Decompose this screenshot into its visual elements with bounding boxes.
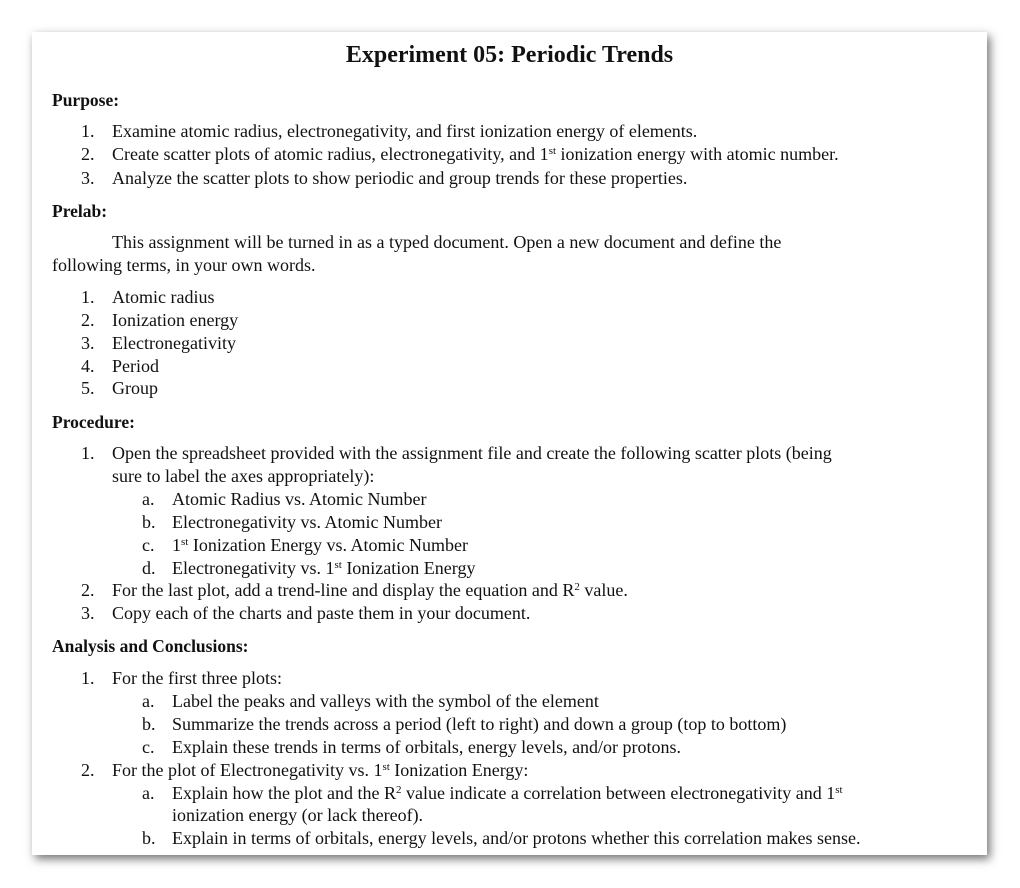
analysis-sub-letter: b. [142,828,156,848]
prelab-item: Period [112,356,159,376]
procedure-item-number: 1. [81,443,95,463]
analysis-sub-letter: b. [142,714,156,734]
prelab-item-number: 1. [81,287,95,307]
analysis-sub-letter: a. [142,691,155,711]
procedure-item-number: 2. [81,580,95,600]
procedure-sub-letter: a. [142,489,155,509]
page-title: Experiment 05: Periodic Trends [345,42,674,68]
purpose-item: Examine atomic radius, electronegativity, and first ionization energy of elements. [112,121,698,141]
purpose-item-number: 2. [81,144,95,164]
prelab-item-number: 2. [81,310,95,330]
analysis-sub-item: Label the peaks and valleys with the symbol of the element [172,691,599,711]
purpose-item: Create scatter plots of atomic radius, electronegativity, and 1st ionization energy with atomic number. [112,144,839,164]
procedure-item: For the last plot, add a trend-line and display the equation and $R^2$ value. [112,580,628,600]
procedure-sub-item: Atomic Radius vs. Atomic Number [172,489,427,509]
analysis-item-number: 2. [81,760,95,780]
analysis-item: For the plot of Electronegativity vs. 1st Ionization Energy: [112,760,529,780]
procedure-sub-item: Electronegativity vs. 1st Ionization Energy [172,558,476,578]
purpose-heading: Purpose: [52,90,120,110]
analysis-heading: Analysis and Conclusions: [52,636,249,656]
analysis-sub-item: Explain how the plot and the $R^2$ value indicate a correlation between electronegativity and 1st [172,783,843,803]
document-page [32,32,987,855]
procedure-item-continued: sure to label the axes appropriately): [112,466,375,486]
analysis-item: For the first three plots: [112,668,282,688]
analysis-sub-item: Summarize the trends across a period (left to right) and down a group (top to bottom) [172,714,787,734]
analysis-sub-letter: c. [142,737,155,757]
prelab-item-number: 3. [81,333,95,353]
prelab-paragraph-line: following terms, in your own words. [52,255,316,275]
procedure-sub-item: Electronegativity vs. Atomic Number [172,512,442,532]
procedure-sub-letter: d. [142,558,156,578]
procedure-sub-letter: b. [142,512,156,532]
prelab-item: Electronegativity [112,333,236,353]
prelab-item: Group [112,378,158,398]
procedure-item: Copy each of the charts and paste them in your document. [112,603,531,623]
analysis-sub-item: Explain in terms of orbitals, energy levels, and/or protons whether this correlation makes sense. [172,828,861,848]
prelab-item-number: 4. [81,356,95,376]
prelab-paragraph-line: This assignment will be turned in as a typed document. Open a new document and define the [112,232,782,252]
purpose-item-number: 1. [81,121,95,141]
analysis-sub-letter: a. [142,783,155,803]
procedure-item: Open the spreadsheet provided with the assignment file and create the following scatter plots (being [112,443,832,463]
procedure-sub-item: 1st Ionization Energy vs. Atomic Number [172,535,468,555]
procedure-item-number: 3. [81,603,95,623]
purpose-item: Analyze the scatter plots to show periodic and group trends for these properties. [112,168,688,188]
analysis-sub-item: Explain these trends in terms of orbitals, energy levels, and/or protons. [172,737,682,757]
procedure-sub-letter: c. [142,535,155,555]
prelab-heading: Prelab: [52,201,108,221]
prelab-item: Ionization energy [112,310,239,330]
purpose-item-number: 3. [81,168,95,188]
analysis-sub-item-continued: ionization energy (or lack thereof). [172,805,424,825]
analysis-item-number: 1. [81,668,95,688]
prelab-item: Atomic radius [112,287,215,307]
prelab-item-number: 5. [81,378,95,398]
procedure-heading: Procedure: [52,412,135,432]
